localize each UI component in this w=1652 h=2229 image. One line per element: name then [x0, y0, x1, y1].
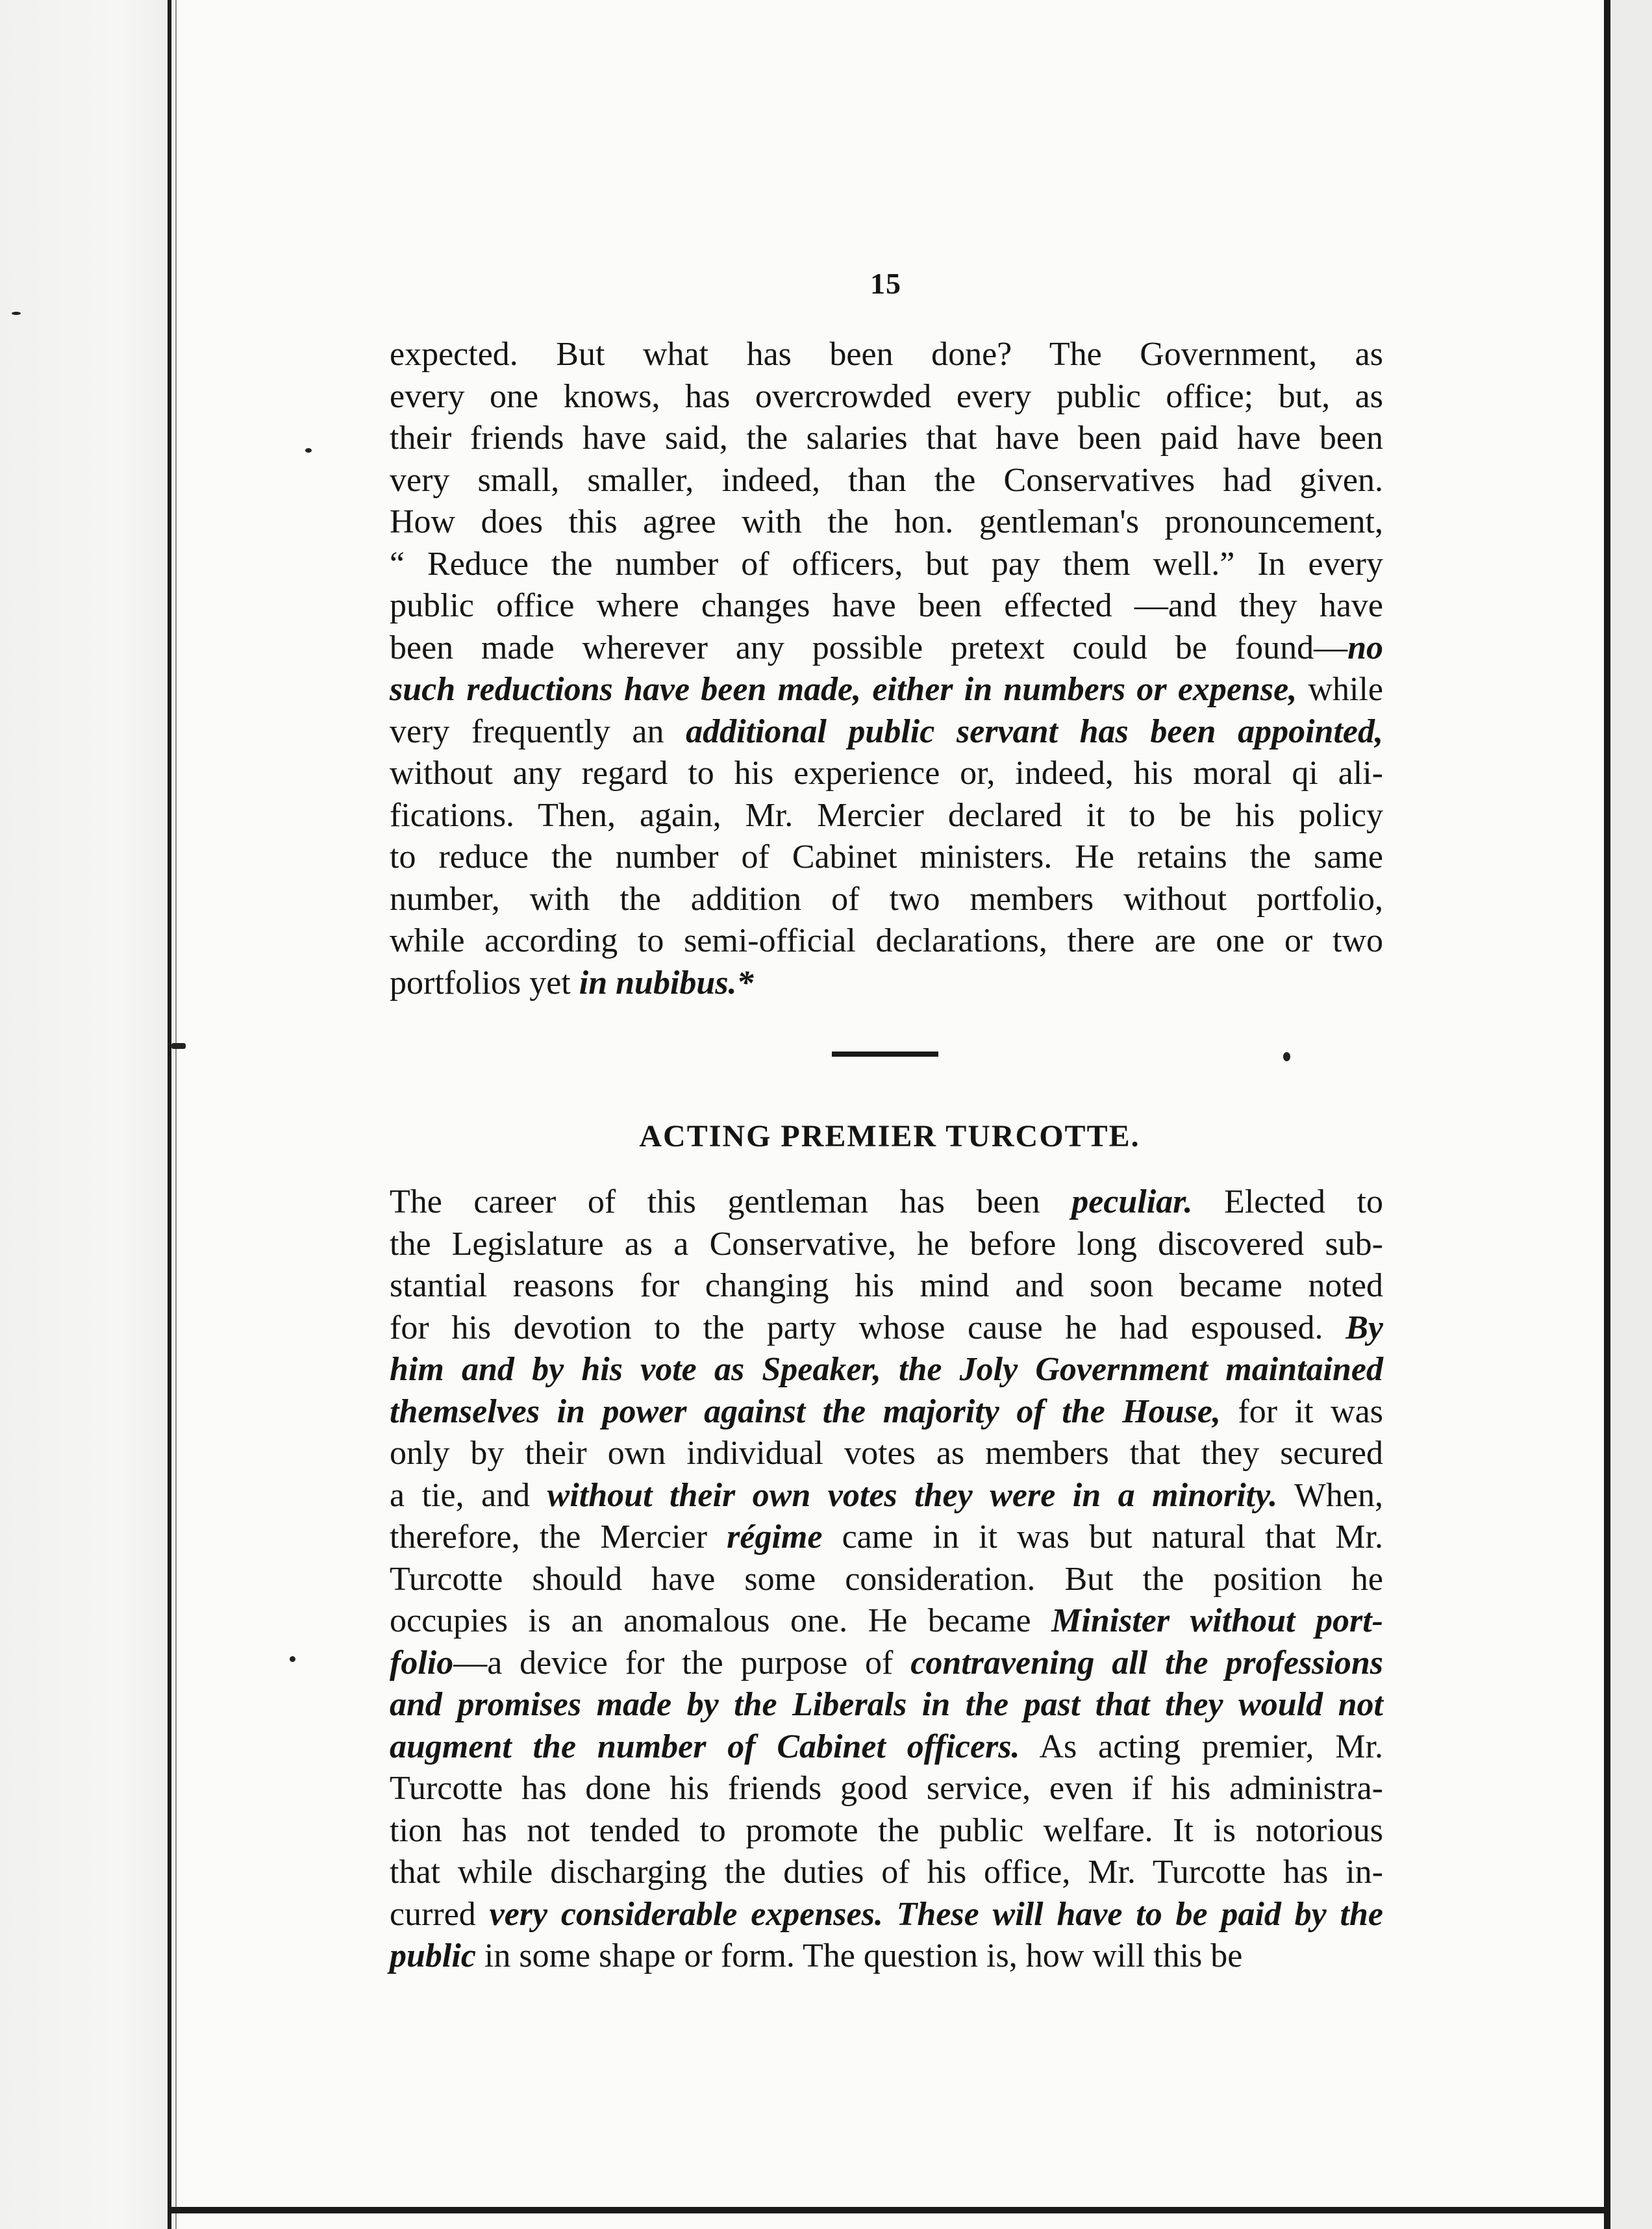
text-line: [390, 1433, 1383, 1475]
text-run: As acting premier, Mr.: [1020, 1728, 1383, 1765]
text-run: therefore, the Mercier: [390, 1518, 727, 1555]
text-line: their friends have said, the salaries that have been paid have been: [390, 420, 1383, 457]
italic-run: additional public servant has been appointed,: [686, 712, 1383, 750]
binding-shadow-line: [175, 0, 177, 2229]
text-line: How does this agree with the hon. gentleman's pronouncement,: [390, 503, 1383, 540]
text-line: [390, 1265, 1383, 1307]
ink-speck: [12, 312, 21, 315]
text-line: [390, 1643, 1383, 1685]
text-line: [390, 1726, 1383, 1769]
text-line: without any regard to his experience or, indeed, his moral qi ali-: [390, 755, 1383, 792]
ink-speck: [290, 1656, 295, 1662]
text-line: [390, 1684, 1383, 1726]
italic-run: themselves in power against the majority of the House,: [390, 1392, 1221, 1430]
text-line: every one knows, has overcrowded every public office; but, as: [390, 377, 1383, 415]
text-line: [390, 1810, 1383, 1852]
text-run: tion has not tended to promote the public welfare. It is notorious: [390, 1811, 1383, 1849]
text-run: Turcotte has done his friends good service, even if his administra-: [390, 1770, 1383, 1807]
section-heading: ACTING PREMIER TURCOTTE.: [639, 1119, 1140, 1153]
text-run: very frequently an: [390, 712, 664, 750]
right-border-line: [1604, 0, 1610, 2229]
text-line: [390, 1768, 1383, 1810]
text-line: [390, 1475, 1383, 1517]
section-separator-rule: [832, 1052, 938, 1057]
text-line: [390, 1852, 1383, 1894]
text-line: [390, 1349, 1383, 1391]
text-run: —a device for the purpose of: [453, 1644, 911, 1681]
italic-run: augment the number of Cabinet officers.: [390, 1728, 1020, 1765]
text-line: very small, smaller, indeed, than the Conservatives had given.: [390, 461, 1383, 499]
text-line: “ Reduce the number of officers, but pay them well.” In every: [390, 545, 1383, 583]
text-line: [390, 1600, 1383, 1643]
text-line: while according to semi-official declarations, there are one or two: [390, 922, 1383, 959]
italic-run: him and by his vote as Speaker, the Joly Government maintained: [390, 1351, 1383, 1388]
text-line: [390, 1559, 1383, 1601]
text-line: expected. But what has been done? The Government, as: [390, 336, 1383, 373]
text-run: portfolios yet: [390, 964, 571, 1001]
left-page-edge: [0, 0, 174, 2229]
bottom-border-line: [170, 2207, 1609, 2213]
text-run: for it was: [1220, 1392, 1383, 1430]
italic-run: Minister without port-: [1051, 1602, 1383, 1639]
text-line: [390, 627, 1383, 670]
italic-run: public: [390, 1937, 476, 1974]
italic-run: régime: [727, 1518, 823, 1555]
italic-run: in nubibus.*: [579, 964, 754, 1001]
section-body: [390, 1181, 1383, 1978]
binding-fold-line: [168, 0, 171, 2229]
italic-run: contravening all the professions: [910, 1644, 1383, 1681]
text-line: [390, 1391, 1383, 1433]
ink-speck: [171, 1043, 186, 1049]
text-line: [390, 1307, 1383, 1350]
right-page-edge: [1609, 0, 1652, 2229]
ink-speck: [1283, 1052, 1290, 1061]
italic-run: folio: [390, 1644, 454, 1681]
text-run: a tie, and: [390, 1476, 547, 1514]
text-line: public office where changes have been effected —and they have: [390, 587, 1383, 624]
text-line: [390, 711, 1383, 753]
italic-run: very considerable expenses. These will have to be paid by the: [489, 1895, 1384, 1933]
text-run: curred: [390, 1895, 490, 1933]
text-run: in some shape or form. The question is, how will this be: [475, 1937, 1243, 1974]
text-run: for his devotion to the party whose cause he had espoused.: [390, 1309, 1346, 1346]
italic-run: no: [1347, 629, 1383, 666]
italic-run: and promises made by the Liberals in the past that they would not: [390, 1686, 1383, 1723]
text-line: fications. Then, again, Mr. Mercier declared it to be his policy: [390, 796, 1383, 834]
text-line: [390, 1517, 1383, 1559]
page-number: 15: [870, 267, 901, 300]
text-run: occupies is an anomalous one. He became: [390, 1602, 1052, 1639]
text-run: came in it was but natural that Mr.: [822, 1518, 1383, 1555]
ink-speck: [305, 448, 312, 453]
text-line: [390, 1935, 1383, 1978]
text-run: Turcotte should have some consideration. But the position he: [390, 1560, 1383, 1598]
italic-run: peculiar.: [1071, 1183, 1193, 1220]
text-line: [390, 1181, 1383, 1224]
italic-run: without their own votes they were in a minority.: [547, 1476, 1278, 1514]
italic-run: such reductions have been made, either in numbers or expense,: [390, 671, 1297, 708]
text-run: been made wherever any possible pretext could be found—: [390, 629, 1348, 666]
text-line: [390, 669, 1383, 711]
text-line: [390, 1224, 1383, 1266]
italic-run: By: [1345, 1309, 1383, 1346]
text-run: only by their own individual votes as members that they secured: [390, 1435, 1383, 1472]
text-line: [390, 1894, 1383, 1936]
text-line: [390, 963, 1383, 1005]
top-paragraph: [390, 334, 1383, 1004]
text-run: stantial reasons for changing his mind and soon became noted: [390, 1267, 1383, 1304]
text-line: number, with the addition of two members without portfolio,: [390, 880, 1383, 918]
text-run: that while discharging the duties of his office, Mr. Turcotte has in-: [390, 1854, 1383, 1891]
text-run: while: [1308, 671, 1384, 708]
text-run: When,: [1277, 1476, 1383, 1514]
text-run: the Legislature as a Conservative, he before long discovered sub-: [390, 1225, 1383, 1263]
text-run: Elected to: [1192, 1183, 1383, 1220]
text-run: The career of this gentleman has been: [390, 1183, 1072, 1220]
text-line: to reduce the number of Cabinet ministers. He retains the same: [390, 838, 1383, 875]
